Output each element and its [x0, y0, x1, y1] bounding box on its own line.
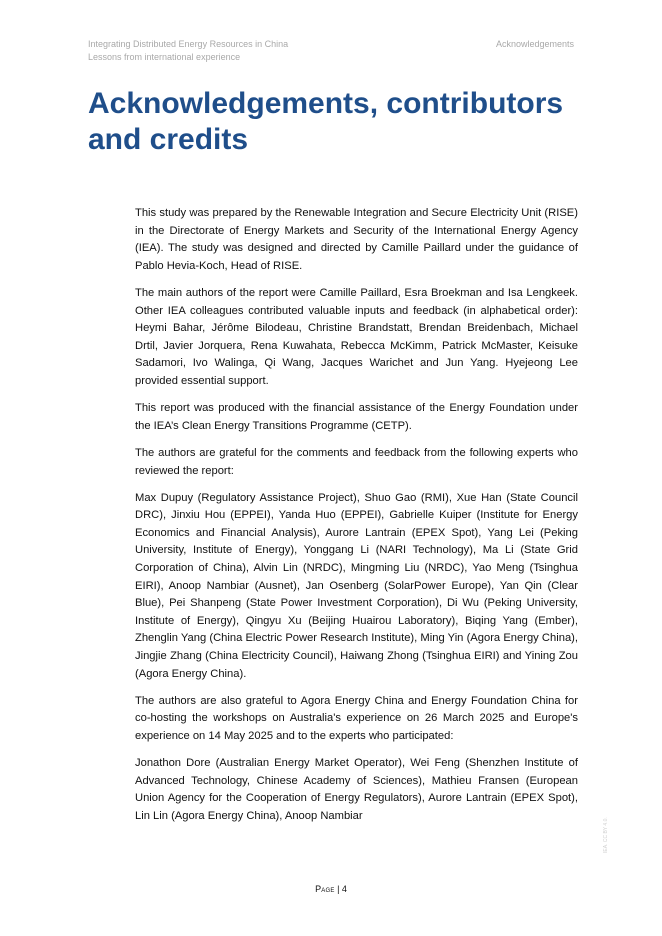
paragraph-reviewers-intro: The authors are grateful for the comments and feedback from the following experts who reviewed the report:: [135, 446, 578, 477]
page-title-line2: and credits: [88, 123, 249, 156]
page-number: 4: [341, 884, 347, 894]
page-title: [88, 86, 588, 158]
paragraph-main-authors: The main authors of the report were Camille Paillard, Esra Broekman and Isa Lengkeek. Other IEA colleagues contributed valuable inputs and feedback (in alphabetical order): Heymi Bahar, Jérôme Bilodeau, Christine Brandstatt, Brendan Breidenbach, Michael Drtil, Javier Jorquera, Rena Kuwahata, Rebecca McKimm, Patrick McMaster, Keisuke Sadamori, Ivo Walinga, Qi Wang, Jacques Warichet and Jun Yang. Hyejeong Lee provided essential support.: [135, 286, 578, 387]
running-header-section: Acknowledgements: [496, 39, 575, 49]
paragraph-study-overview: This study was prepared by the Renewable Integration and Secure Electricity Unit (RISE) in the Directorate of Energy Markets and Security of the International Energy Agency (IEA). The study was designed and directed by Camille Paillard under the guidance of Pablo Hevia-Koch, Head of RISE.: [135, 207, 578, 272]
report-title: Integrating Distributed Energy Resources in China: [88, 39, 289, 49]
paragraph-reviewers-list: Max Dupuy (Regulatory Assistance Project), Shuo Gao (RMI), Xue Han (State Council DRC), Jinxiu Hou (EPPEI), Yanda Huo (EPPEI), Gabrielle Kuiper (Institute for Energy Economics and Financial Analysis), Aurore Lantrain (EPEX Spot), Yang Lei (Peking University, Institute of Energy), Yonggang Li (NARI Technology), Ma Li (State Grid Corporation of China), Alvin Lin (NRDC), Mingming Liu (NRDC), Yao Meng (Tsinghua EIRI), Anoop Nambiar (Ausnet), Jan Osenberg (SolarPower Europe), Yan Qin (Clear Blue), Pei Shanpeng (State Power Investment Corporation), Di Wu (Peking University, Institute of Energy), Qingyu Xu (Beijing Huairou Laboratory), Biqing Yang (Ember), Zhenglin Yang (China Electric Power Research Institute), Ming Yin (Agora Energy China), Jingjie Zhang (China Electricity Council), Haiwang Zhong (Tsinghua EIRI) and Yining Zou (Agora Energy China).: [135, 491, 578, 680]
page-footer: [0, 884, 662, 894]
paragraph-workshop-participants: Jonathon Dore (Australian Energy Market Operator), Wei Feng (Shenzhen Institute of Advanced Technology, Chinese Academy of Sciences), Mathieu Fransen (European Union Agency for the Cooperation of Energy Regulators), Aurore Lantrain (EPEX Spot), Lin Lin (Agora Energy China), Anoop Nambiar: [135, 757, 578, 822]
body-text: [135, 205, 578, 835]
paragraph-funding: This report was produced with the financial assistance of the Energy Foundation under the IEA’s Clean Energy Transitions Programme (CETP).: [135, 402, 578, 432]
paragraph-workshops: The authors are also grateful to Agora Energy China and Energy Foundation China for co-hosting the workshops on Australia's experience on 26 March 2025 and Europe's experience on 14 May 2025 and to the experts who participated:: [135, 694, 578, 742]
page-title-line1: Acknowledgements, contributors: [88, 87, 564, 120]
license-note: IEA. CC BY 4.0.: [603, 817, 609, 853]
running-header-title: [88, 38, 288, 64]
page-separator: |: [337, 884, 340, 894]
report-subtitle: Lessons from international experience: [88, 52, 241, 62]
page-label: Page: [315, 884, 335, 894]
